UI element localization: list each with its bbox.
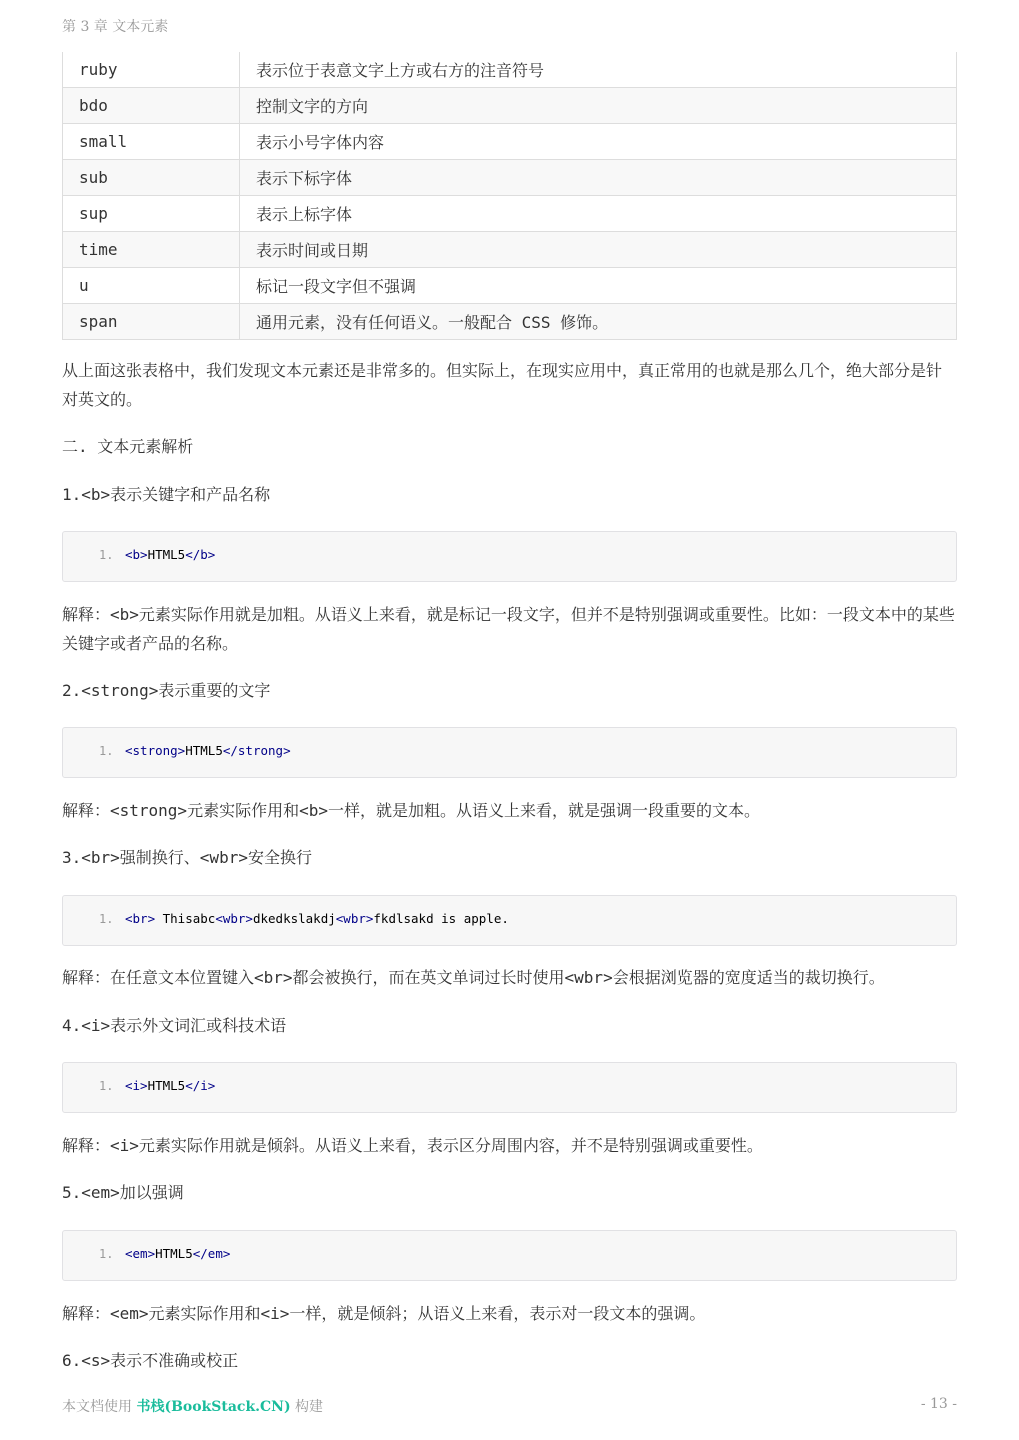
code-block-b [62,531,957,582]
code-br-tag: <br> [125,911,156,926]
footer-suffix: 构建 [290,1399,324,1415]
item-heading-s: 6.<s>表示不准确或校正 [62,1351,239,1370]
code-wbr-tag: <wbr> [335,911,374,926]
footer-prefix: 本文档使用 [62,1399,137,1415]
table-row [63,160,957,196]
code-line [125,743,291,758]
table-row [63,196,957,232]
page-number: - 13 - [920,1396,957,1412]
code-text: HTML5 [147,547,186,562]
code-wbr-tag: <wbr> [215,911,253,926]
code-line [125,1078,215,1093]
item-heading-b: 1.<b>表示关键字和产品名称 [62,485,271,504]
desc-cell: 表示上标字体 [240,196,957,232]
text-elements-table [62,52,957,340]
line-number: 1. [99,1079,114,1093]
desc-cell: 通用元素，没有任何语义。一般配合 CSS 修饰。 [240,304,957,340]
code-block-em [62,1230,957,1281]
summary-paragraph: 从上面这张表格中，我们发现文本元素还是非常多的。但实际上，在现实应用中，真正常用的也就是那么几个，绝大部分是针对英文的。 [62,361,943,409]
code-text: HTML5 [185,743,223,758]
code-open-tag: <i> [125,1078,148,1093]
tag-cell: small [63,124,240,160]
code-block-strong [62,727,957,778]
code-text: HTML5 [155,1246,193,1261]
code-line [125,1246,230,1261]
section-title: 二. 文本元素解析 [62,437,194,456]
code-line [125,911,509,926]
item-heading-em: 5.<em>加以强调 [62,1183,184,1202]
code-block-br [62,895,957,946]
item-heading-br: 3.<br>强制换行、<wbr>安全换行 [62,848,312,867]
code-close-tag: </b> [185,547,216,562]
table-row [63,304,957,340]
note-paragraph-i: 解释：<i>元素实际作用就是倾斜。从语义上来看，表示区分周围内容，并不是特别强调或重要性。 [62,1136,763,1155]
desc-cell: 表示时间或日期 [240,232,957,268]
code-text: Thisabc [155,911,216,926]
note-paragraph-b: 解释：<b>元素实际作用就是加粗。从语义上来看，就是标记一段文字，但并不是特别强调或重要性。比如：一段文本中的某些关键字或者产品的名称。 [62,605,955,653]
note-paragraph-br: 解释：在任意文本位置键入<br>都会被换行，而在英文单词过长时使用<wbr>会根据浏览器的宽度适当的裁切换行。 [62,968,885,987]
table-row [63,268,957,304]
line-number: 1. [99,1247,114,1261]
bookstack-link[interactable]: 书栈(BookStack.CN) [136,1399,291,1415]
code-open-tag: <strong> [125,743,186,758]
table-row [63,88,957,124]
code-open-tag: <em> [125,1246,156,1261]
tag-cell: time [63,232,240,268]
tag-cell: bdo [63,88,240,124]
footer-credit [62,1396,323,1416]
code-close-tag: </em> [192,1246,231,1261]
note-paragraph-strong: 解释：<strong>元素实际作用和<b>一样，就是加粗。从语义上来看，就是强调一段重要的文本。 [62,801,760,820]
table-row [63,52,957,88]
code-close-tag: </i> [185,1078,216,1093]
table-row [63,124,957,160]
tag-cell: sup [63,196,240,232]
line-number: 1. [99,912,114,926]
line-number: 1. [99,744,114,758]
tag-cell: u [63,268,240,304]
desc-cell: 控制文字的方向 [240,88,957,124]
note-paragraph-em: 解释：<em>元素实际作用和<i>一样，就是倾斜；从语义上来看，表示对一段文本的强调。 [62,1304,706,1323]
code-text: HTML5 [147,1078,186,1093]
desc-cell: 表示小号字体内容 [240,124,957,160]
item-heading-strong: 2.<strong>表示重要的文字 [62,681,271,700]
tag-cell: span [63,304,240,340]
table-row [63,232,957,268]
line-number: 1. [99,548,114,562]
code-line [125,547,215,562]
code-text: fkdlsakd is apple. [373,911,509,926]
tag-cell: ruby [63,52,240,88]
tag-cell: sub [63,160,240,196]
code-block-i [62,1062,957,1113]
code-close-tag: </strong> [222,743,291,758]
desc-cell: 标记一段文字但不强调 [240,268,957,304]
desc-cell: 表示位于表意文字上方或右方的注音符号 [240,52,957,88]
code-open-tag: <b> [125,547,148,562]
item-heading-i: 4.<i>表示外文词汇或科技术语 [62,1016,287,1035]
chapter-header: 第 3 章 文本元素 [62,19,169,35]
desc-cell: 表示下标字体 [240,160,957,196]
code-text: dkedkslakdj [252,911,336,926]
